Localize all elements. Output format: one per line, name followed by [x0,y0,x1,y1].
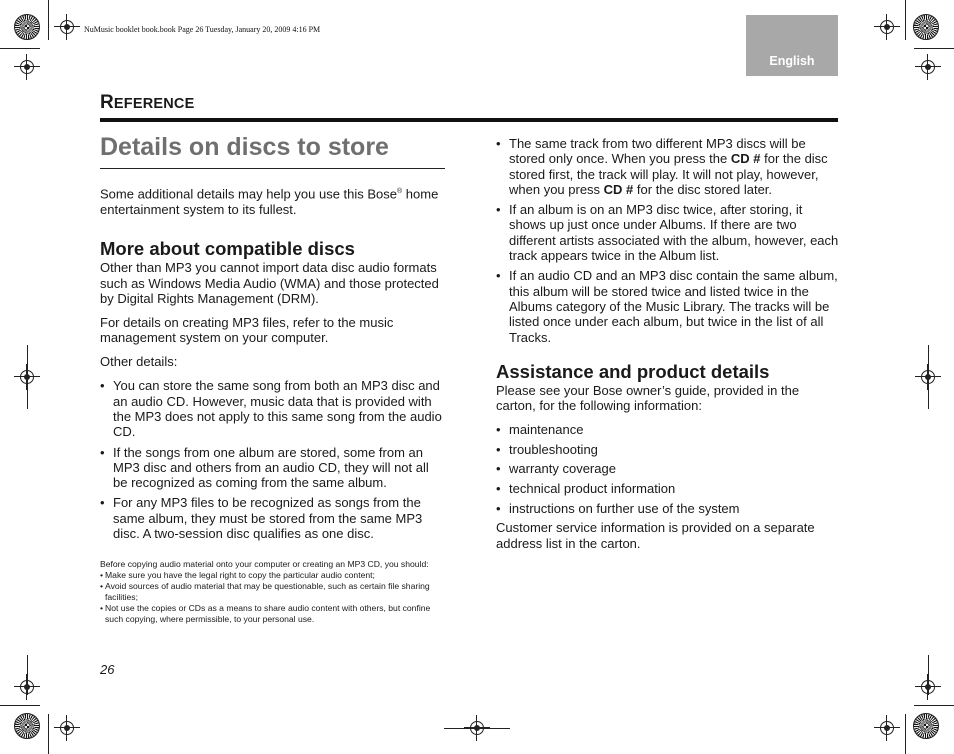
registration-wheel-icon [913,713,939,739]
list-item: • warranty coverage [496,461,841,476]
list-item: • instructions on further use of the system [496,501,841,516]
closing-paragraph: Customer service information is provided on a separate address list in the carton. [496,520,815,551]
assistance-heading: Assistance and product details [496,360,770,382]
crop-line [48,714,49,754]
intro-paragraph: Some additional details may help you use this Bose® home entertainment system to its fullest. [100,186,439,217]
assistance-intro: Please see your Bose owner’s guide, provided in the carton, for the following information: [496,382,800,414]
crop-line [914,705,954,706]
crosshair-mark-icon [54,14,80,40]
list-item: • If the songs from one album are stored, some from an MP3 disc and others from an audio CD, they will not all be recognized as coming from the same album. [100,445,445,491]
registration-wheel-icon [913,14,939,40]
details-list [100,378,445,541]
crop-line [914,48,954,49]
crop-line [905,714,906,754]
crop-line [0,48,40,49]
list-item: • troubleshooting [496,442,841,457]
language-tab [746,15,838,76]
list-item: • If an album is on an MP3 disc twice, after storing, it shows up just once under Albums. If there are two different artists associated with the album, however, each track appears twice in the Album list. [496,202,841,263]
registration-wheel-icon [14,713,40,739]
list-item: • If an audio CD and an MP3 disc contain the same album, this album will be stored twice and listed twice in the Albums category of the Music Library. The tracks will be listed once under each album, but twice in the list of all Tracks. [496,268,841,344]
compatible-discs-heading: More about compatible discs [100,238,355,260]
body-paragraph: Other details: [100,353,178,369]
registration-wheel-icon [14,14,40,40]
notice-item: • Avoid sources of audio material that may be questionable, such as certain file sharing facilities; [100,581,445,603]
crop-line [0,705,40,706]
right-column [496,136,841,551]
left-column [100,132,445,625]
page-title: Details on discs to store [100,133,389,161]
list-item: • technical product information [496,481,841,496]
crosshair-mark-icon [14,54,40,80]
list-item: • For any MP3 files to be recognized as songs from the same album, they must be stored from the same MP3 disc. A two-session disc qualifies as one disc. [100,495,445,541]
notice-item: • Not use the copies or CDs as a means to share audio content with others, but confine such copying, where permissible, to your personal use. [100,603,445,625]
section-rule [100,118,838,122]
crosshair-mark-icon [915,54,941,80]
crop-line [928,655,929,695]
title-rule [100,168,445,169]
list-item: • maintenance [496,422,841,437]
page-number: 26 [100,662,115,677]
copyright-notice [100,559,445,625]
notice-intro: Before copying audio material onto your computer or creating an MP3 CD, you should: [100,559,429,570]
list-item: • The same track from two different MP3 discs will be stored only once. When you press the CD # for the disc stored first, the track will play. It will not play, however, when you press CD # for the disc stored later. [496,136,841,197]
crop-line [444,728,510,729]
language-tab-label: English [769,54,815,68]
crosshair-mark-icon [54,715,80,741]
body-paragraph: Other than MP3 you cannot import data disc audio formats such as Windows Media Audio (WMA) and those protected by Digital Rights Management (DRM). [100,260,439,307]
crop-line [48,0,49,40]
crop-line [905,0,906,40]
crop-line [27,345,28,409]
section-heading: REFERENCE [100,92,195,113]
crosshair-mark-icon [874,14,900,40]
crosshair-mark-icon [874,715,900,741]
crop-line [928,345,929,409]
file-info: NuMusic booklet book.book Page 26 Tuesday, January 20, 2009 4:16 PM [84,25,321,34]
body-paragraph: For details on creating MP3 files, refer to the music management system on your computer. [100,314,394,346]
information-list [496,422,841,516]
notice-item: • Make sure you have the legal right to copy the particular audio content; [100,570,445,581]
crop-line [27,655,28,695]
list-item: • You can store the same song from both an MP3 disc and an audio CD. However, music data that is provided with the MP3 does not apply to this same song from the audio CD. [100,378,445,439]
storage-rules-list [496,136,841,345]
